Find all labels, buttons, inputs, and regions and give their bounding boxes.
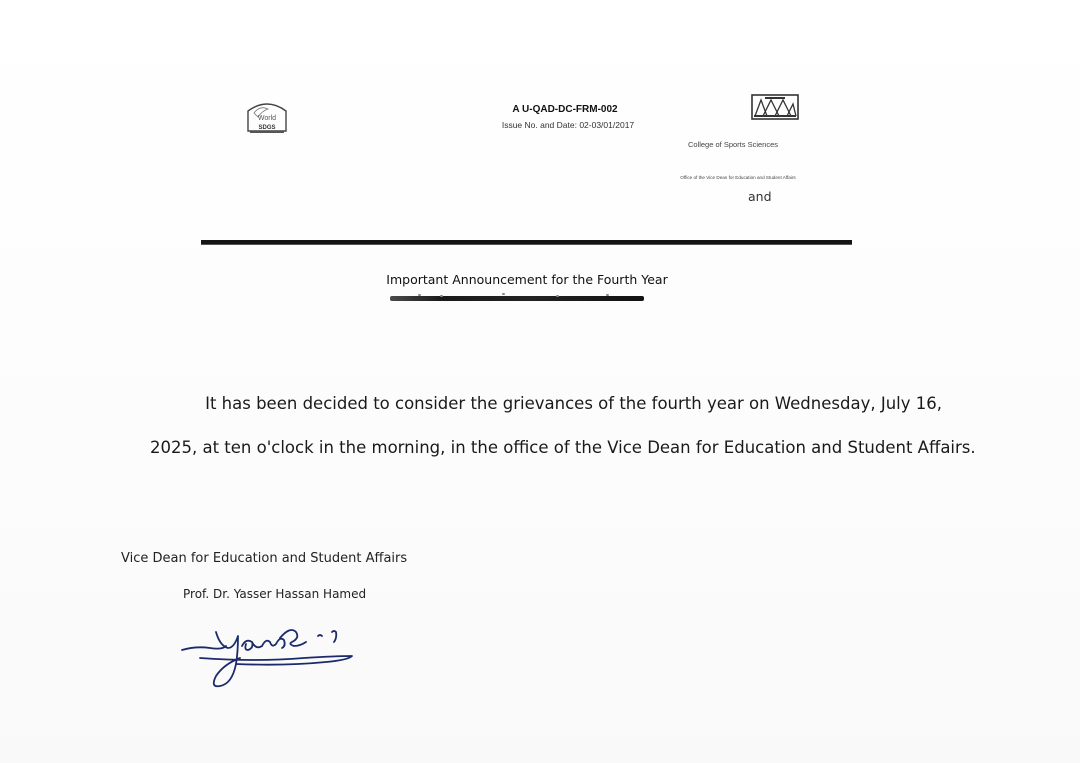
form-code: A U-QAD-DC-FRM-002: [512, 104, 618, 115]
speck: [440, 295, 443, 297]
speck: [502, 293, 505, 295]
issue-number-date: Issue No. and Date: 02-03/01/2017: [501, 120, 635, 130]
header-and-word: and: [748, 189, 772, 204]
handwritten-signature-icon: [176, 612, 362, 692]
college-name: College of Sports Sciences: [687, 140, 779, 149]
heading-underline: [390, 296, 644, 301]
university-logo-icon: [751, 94, 799, 120]
announcement-line-2: 2025, at ten o'clock in the morning, in the office of the Vice Dean for Education and Student Affairs.: [150, 438, 976, 457]
announcement-body: [150, 390, 976, 461]
speck: [556, 295, 559, 297]
speck: [418, 294, 421, 296]
svg-text:World: World: [257, 115, 277, 122]
signatory-title: Vice Dean for Education and Student Affairs: [121, 551, 408, 566]
signatory-name: Prof. Dr. Yasser Hassan Hamed: [183, 587, 367, 601]
office-name: Office of the Vice Dean for Education and Student Affairs: [680, 175, 796, 180]
header-divider: [201, 240, 852, 245]
world-logo-icon: [246, 101, 288, 135]
svg-text:SDGS: SDGS: [258, 125, 276, 131]
speck: [606, 294, 609, 296]
announcement-line-1: It has been decided to consider the grievances of the fourth year on Wednesday, July 16,: [205, 394, 942, 413]
announcement-heading: Important Announcement for the Fourth Year: [386, 272, 668, 287]
